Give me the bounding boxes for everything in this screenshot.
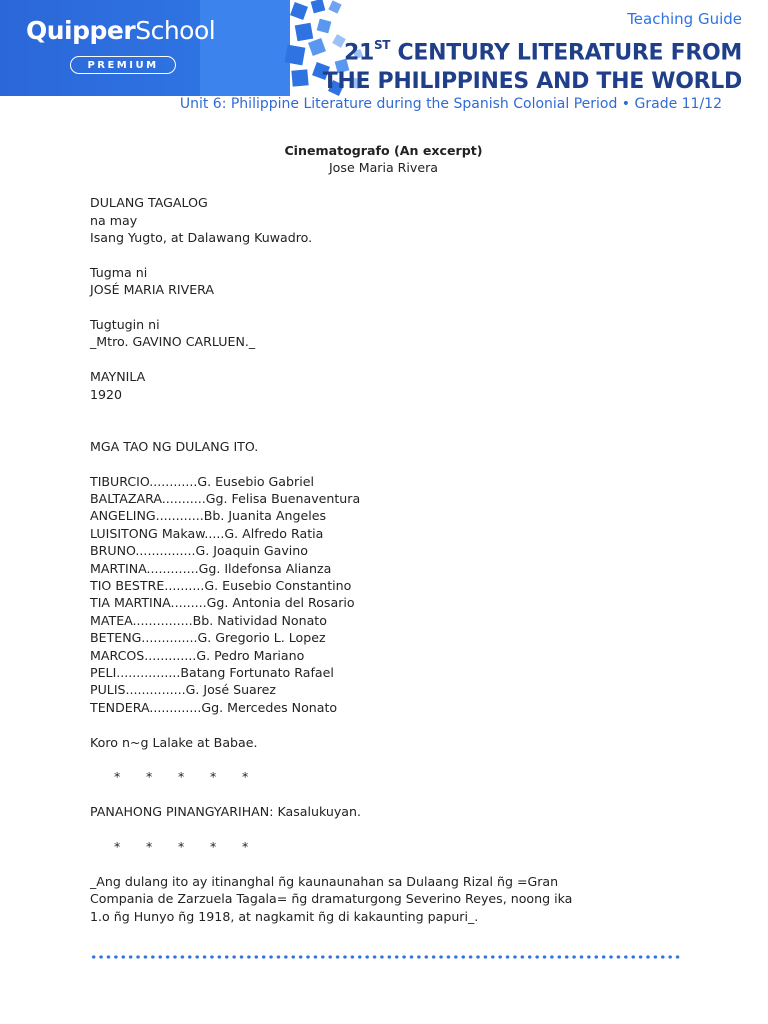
list-item: LUISITONG Makaw.....G. Alfredo Ratia [90, 525, 324, 541]
list-item: TENDERA.............Gg. Mercedes Nonato [90, 699, 338, 715]
list-item: MARCOS.............G. Pedro Mariano [90, 647, 305, 663]
tugtugin-credit: Tugtugin ni _Mtro. GAVINO CARLUEN._ [90, 317, 256, 350]
list-item: TIBURCIO............G. Eusebio Gabriel [90, 473, 314, 489]
staging-note: _Ang dulang ito ay itinanghal ñg kaunaunahan sa Dulaang Rizal ñg =Gran Compania de Zarzuela Tagala= ñg dramaturgong Severino Reyes, noong ika 1.o ñg Hunyo ñg 1918, at nagkamit ñg di kakaunting papuri_. [90, 873, 573, 924]
tugma-credit: Tugma ni JOSÉ MARIA RIVERA [90, 264, 215, 298]
play-intro: DULANG TAGALOG na may Isang Yugto, at Dalawang Kuwadro. [90, 195, 313, 246]
cast-list [90, 473, 710, 717]
list-item: PELI................Batang Fortunato Rafael [90, 665, 334, 681]
cast-heading: MGA TAO NG DULANG ITO. [90, 438, 259, 454]
list-item: TIA MARTINA.........Gg. Antonia del Rosario [90, 595, 355, 611]
list-item: BETENG..............G. Gregorio L. Lopez [90, 630, 326, 646]
list-item: BRUNO...............G. Joaquin Gavino [90, 543, 308, 559]
course-title: 21ST CENTURY LITERATURE FROM THE PHILIPPINES AND THE WORLD [322, 38, 742, 95]
list-item: MARTINA.............Gg. Ildefonsa Alianza [90, 560, 332, 576]
chorus-line: Koro n~g Lalake at Babae. [90, 734, 258, 750]
teaching-guide-label: Teaching Guide [627, 10, 742, 28]
place-date: MAYNILA 1920 [90, 369, 146, 402]
list-item: TIO BESTRE..........G. Eusebio Constantino [90, 578, 352, 594]
section-separator: * * * * * [114, 839, 249, 855]
dotted-divider [90, 954, 682, 960]
list-item: BALTAZARA...........Gg. Felisa Buenaventura [90, 491, 361, 507]
list-item: PULIS...............G. José Suarez [90, 682, 277, 698]
unit-subtitle: Unit 6: Philippine Literature during the Spanish Colonial Period • Grade 11/12 [179, 96, 722, 112]
list-item: ANGELING............Bb. Juanita Angeles [90, 508, 327, 524]
header-banner [0, 0, 768, 96]
document-body [90, 142, 710, 925]
excerpt-title: Cinematografo (An excerpt) [284, 143, 483, 158]
excerpt-author: Jose Maria Rivera [328, 160, 439, 176]
section-separator: * * * * * [114, 769, 249, 785]
list-item: MATEA...............Bb. Natividad Nonato [90, 612, 327, 628]
quipper-school-logo: QuipperSchool [26, 16, 216, 45]
premium-badge: PREMIUM [70, 56, 176, 74]
setting-line: PANAHONG PINANGYARIHAN: Kasalukuyan. [90, 804, 362, 820]
